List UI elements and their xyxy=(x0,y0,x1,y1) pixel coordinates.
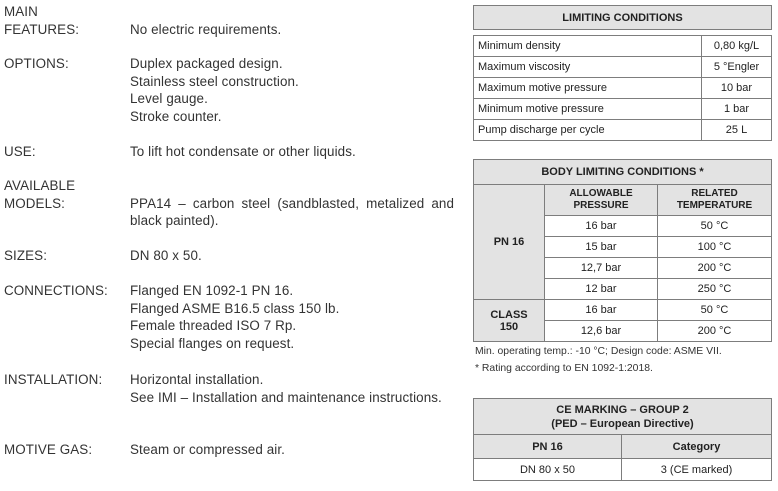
spec-value xyxy=(130,143,454,161)
limit-label: Pump discharge per cycle xyxy=(474,120,702,141)
ce-marking-table xyxy=(473,398,772,481)
spec-value-line: Flanged EN 1092-1 PN 16. xyxy=(130,283,294,298)
spec-value-line: Stroke counter. xyxy=(130,108,222,124)
spec-label xyxy=(4,55,129,73)
temperature-cell: 200 °C xyxy=(658,321,772,342)
spec-label xyxy=(4,3,129,38)
spec-label-line: FEATURES: xyxy=(4,21,80,37)
pressure-cell: 12 bar xyxy=(545,279,658,300)
spec-value-line: Level gauge. xyxy=(130,91,208,107)
limit-label: Maximum viscosity xyxy=(474,57,702,78)
spec-value-line: Female threaded ISO 7 Rp. xyxy=(130,318,297,334)
spec-label-line: CONNECTIONS: xyxy=(4,283,108,298)
spec-value xyxy=(130,371,454,406)
table-row xyxy=(474,36,772,57)
spec-value xyxy=(130,55,454,125)
pressure-cell: 16 bar xyxy=(545,300,658,321)
spec-value-line: Duplex packaged design. xyxy=(130,56,283,71)
limiting-conditions-table xyxy=(473,5,772,141)
spec-value-line: Special flanges on request. xyxy=(130,335,295,351)
spec-value-line: See IMI – Installation and maintenance instructions. xyxy=(130,389,442,405)
table-row xyxy=(474,99,772,120)
class150-group-label: CLASS 150 xyxy=(474,300,545,342)
spec-label-line: OPTIONS: xyxy=(4,56,69,71)
limit-label: Maximum motive pressure xyxy=(474,78,702,99)
limit-value: 1 bar xyxy=(702,99,772,120)
spec-value xyxy=(130,21,454,39)
table-row xyxy=(474,78,772,99)
spec-value-line: Horizontal installation. xyxy=(130,372,264,387)
ce-size-cell: DN 80 x 50 xyxy=(474,459,622,481)
table-row xyxy=(474,120,772,141)
limiting-conditions-title: LIMITING CONDITIONS xyxy=(474,6,772,30)
limit-label: Minimum density xyxy=(474,36,702,57)
spec-label-line: SIZES: xyxy=(4,248,48,263)
spec-value xyxy=(130,195,454,230)
limit-value: 0,80 kg/L xyxy=(702,36,772,57)
pressure-cell: 16 bar xyxy=(545,216,658,237)
spec-label-line: MOTIVE GAS: xyxy=(4,442,93,457)
temperature-cell: 50 °C xyxy=(658,300,772,321)
temperature-cell: 50 °C xyxy=(658,216,772,237)
spec-label-line: MODELS: xyxy=(4,195,65,211)
limit-label: Minimum motive pressure xyxy=(474,99,702,120)
pressure-cell: 15 bar xyxy=(545,237,658,258)
spec-value-line: Steam or compressed air. xyxy=(130,442,285,457)
spec-value-line: No electric requirements. xyxy=(130,21,282,37)
ce-title-line1: CE MARKING – GROUP 2 xyxy=(556,403,689,416)
allowable-pressure-header: ALLOWABLE PRESSURE xyxy=(545,185,658,216)
limit-value: 10 bar xyxy=(702,78,772,99)
table-row xyxy=(474,459,772,481)
pressure-cell: 12,6 bar xyxy=(545,321,658,342)
pressure-cell: 12,7 bar xyxy=(545,258,658,279)
spec-value-line: Stainless steel construction. xyxy=(130,73,299,89)
spec-label xyxy=(4,143,129,161)
table-row xyxy=(474,57,772,78)
spec-label-line: AVAILABLE xyxy=(4,178,76,193)
spec-label-line: USE: xyxy=(4,144,36,159)
spec-label-line: MAIN xyxy=(4,4,38,19)
related-temperature-header: RELATED TEMPERATURE xyxy=(658,185,772,216)
spec-label xyxy=(4,177,129,212)
spec-value xyxy=(130,247,454,265)
spec-label-line: INSTALLATION: xyxy=(4,372,103,387)
body-limiting-title: BODY LIMITING CONDITIONS * xyxy=(474,160,772,185)
pn16-group-label: PN 16 xyxy=(474,185,545,300)
spec-label xyxy=(4,247,129,265)
ce-title-line2: (PED – European Directive) xyxy=(551,417,694,430)
ce-category-cell: 3 (CE marked) xyxy=(622,459,772,481)
spec-value-line: Flanged ASME B16.5 class 150 lb. xyxy=(130,300,340,316)
temperature-cell: 100 °C xyxy=(658,237,772,258)
spec-label xyxy=(4,371,129,389)
spec-value xyxy=(130,441,454,459)
rating-note: * Rating according to EN 1092-1:2018. xyxy=(475,363,653,374)
operating-note: Min. operating temp.: -10 °C; Design code: ASME VII. xyxy=(475,346,722,357)
ce-category-header: Category xyxy=(622,435,772,459)
spec-label xyxy=(4,441,129,459)
body-limiting-table xyxy=(473,159,772,342)
temperature-cell: 250 °C xyxy=(658,279,772,300)
ce-pn16-header: PN 16 xyxy=(474,435,622,459)
temperature-cell: 200 °C xyxy=(658,258,772,279)
table-row xyxy=(474,300,772,321)
limit-value: 5 °Engler xyxy=(702,57,772,78)
spec-label xyxy=(4,282,129,300)
limit-value: 25 L xyxy=(702,120,772,141)
spec-value-line: PPA14 – carbon steel (sandblasted, metalized and black painted). xyxy=(130,195,454,229)
spec-value xyxy=(130,282,454,352)
ce-marking-title xyxy=(474,399,772,435)
spec-value-line: DN 80 x 50. xyxy=(130,248,202,263)
spec-value-line: To lift hot condensate or other liquids. xyxy=(130,144,356,159)
